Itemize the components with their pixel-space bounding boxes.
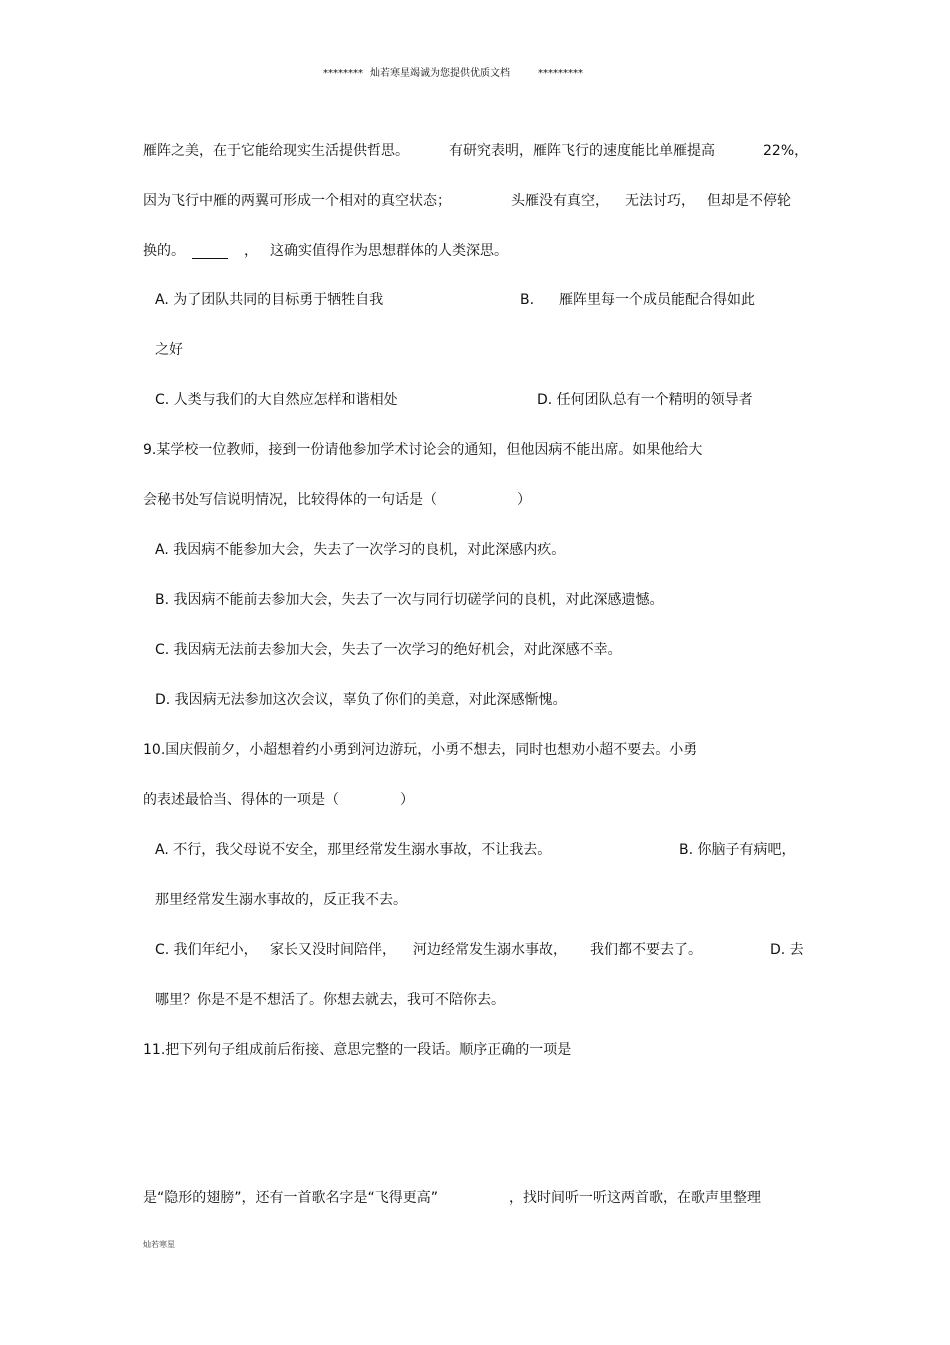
q10-stem-line2: 的表述最恰当、得体的一项是（ bbox=[143, 792, 339, 808]
q8-option-b-cont: 之好 bbox=[155, 342, 183, 358]
q10-option-d-cont: 哪里？你是不是不想活了。你想去就去，我可不陪你去。 bbox=[155, 992, 505, 1008]
passage-line2-b: 头雁没有真空， bbox=[511, 193, 609, 209]
q10-option-c-c: 河边经常发生溺水事故， bbox=[413, 942, 567, 958]
q10-paren-close: ） bbox=[400, 792, 414, 808]
q11-stem: 11.把下列句子组成前后衔接、意思完整的一段话。顺序正确的一项是 bbox=[143, 1042, 572, 1058]
header-stars-left: ******** bbox=[323, 68, 363, 79]
last-line-b: ，找时间听一听这两首歌，在歌声里整理 bbox=[509, 1190, 761, 1206]
q10-stem-line1: 10.国庆假前夕，小超想着约小勇到河边游玩，小勇不想去，同时也想劝小超不要去。小勇 bbox=[143, 742, 698, 758]
passage-line3-a: 换的。 bbox=[143, 243, 185, 259]
q10-option-a: A. 不行，我父母说不安全，那里经常发生溺水事故，不让我去。 bbox=[155, 842, 552, 858]
passage-line2-c: 无法讨巧， bbox=[625, 193, 695, 209]
q10-option-b-cont: 那里经常发生溺水事故的，反正我不去。 bbox=[155, 892, 407, 908]
footer-text: 灿若寒星 bbox=[143, 1240, 175, 1249]
passage-line2-a: 因为飞行中雁的两翼可形成一个相对的真空状态； bbox=[143, 193, 451, 209]
q8-option-b: 雁阵里每一个成员能配合得如此 bbox=[559, 292, 755, 308]
passage-line1-a: 雁阵之美，在于它能给现实生活提供哲思。 bbox=[143, 143, 409, 159]
q9-option-b: B. 我因病不能前去参加大会，失去了一次与同行切磋学问的良机，对此深感遗憾。 bbox=[155, 592, 664, 608]
last-line-a: 是“隐形的翅膀”，还有一首歌名字是“飞得更高” bbox=[143, 1190, 439, 1206]
q10-option-b: B. 你脑子有病吧， bbox=[679, 842, 796, 858]
q10-option-c-d: 我们都不要去了。 bbox=[590, 942, 702, 958]
q9-stem-line2: 会秘书处写信说明情况，比较得体的一句话是（ bbox=[143, 492, 437, 508]
q10-option-c-a: C. 我们年纪小， bbox=[155, 942, 258, 958]
passage-line2-d: 但却是不停轮 bbox=[707, 193, 791, 209]
q9-option-c: C. 我因病无法前去参加大会，失去了一次学习的绝好机会，对此深感不幸。 bbox=[155, 642, 622, 658]
passage-line1-c: 22%， bbox=[763, 143, 809, 159]
q10-option-d: D. 去 bbox=[770, 942, 804, 958]
q9-option-a: A. 我因病不能参加大会，失去了一次学习的良机，对此深感内疚。 bbox=[155, 542, 566, 558]
q8-option-d: D. 任何团队总有一个精明的领导者 bbox=[537, 392, 753, 408]
q9-stem-line1: 9.某学校一位教师，接到一份请他参加学术讨论会的通知，但他因病不能出席。如果他给大 bbox=[143, 442, 703, 458]
q8-option-b-label: B. bbox=[520, 292, 535, 308]
header-stars-right: ********* bbox=[538, 68, 583, 79]
passage-line3-c: 这确实值得作为思想群体的人类深思。 bbox=[270, 243, 508, 259]
q9-paren-close: ） bbox=[517, 492, 531, 508]
q10-option-c-b: 家长又没时间陪伴， bbox=[270, 942, 396, 958]
q9-option-d: D. 我因病无法参加这次会议，辜负了你们的美意，对此深感惭愧。 bbox=[155, 692, 567, 708]
fill-in-blank bbox=[192, 258, 228, 259]
passage-line1-b: 有研究表明，雁阵飞行的速度能比单雁提高 bbox=[449, 143, 715, 159]
q8-option-a: A. 为了团队共同的目标勇于牺牲自我 bbox=[155, 292, 384, 308]
header-title: 灿若寒星竭诚为您提供优质文档 bbox=[370, 68, 510, 79]
q8-option-c: C. 人类与我们的大自然应怎样和谐相处 bbox=[155, 392, 398, 408]
passage-line3-b: ， bbox=[244, 243, 258, 259]
